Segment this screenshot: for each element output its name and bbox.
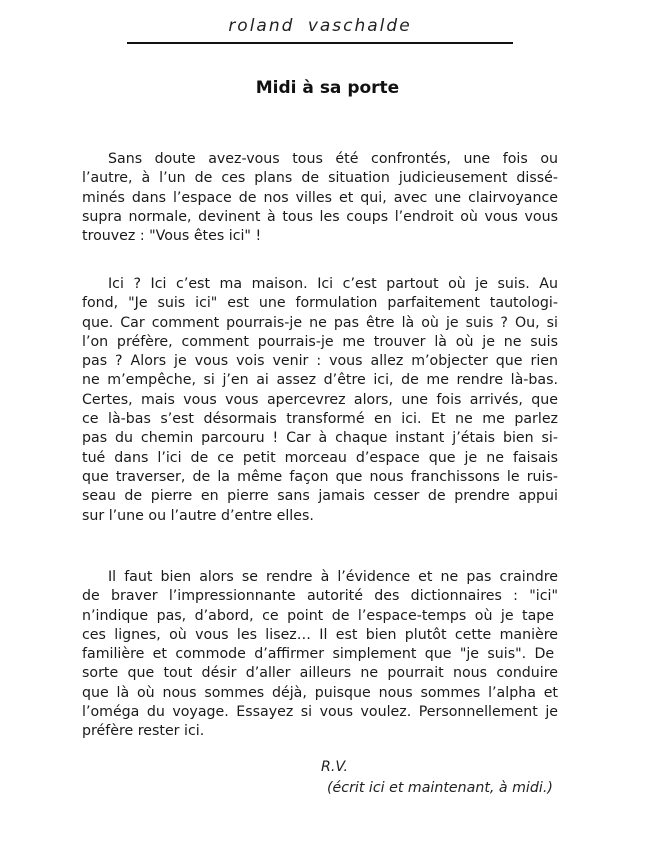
text-line: pas du chemin parcouru ! Car à chaque instant j’étais bien si- <box>82 430 558 447</box>
text-line: de braver l’impressionnante autorité des dictionnaires : "ici" <box>82 588 558 605</box>
header-divider <box>127 42 513 44</box>
text-line: pas ? Alors je vous vois venir : vous allez m’objecter que rien <box>82 353 558 370</box>
text-line: tué dans l’ici de ce petit morceau d’espace que je ne faisais <box>82 449 558 466</box>
text-line: l’on préfère, comment pourrais-je me trouver là où je ne suis <box>82 333 558 350</box>
text-line: fond, "Je suis ici" est une formulation parfaitement tautologi- <box>82 295 558 312</box>
signature-initials: R.V. <box>321 759 348 775</box>
text-line: l’oméga du voyage. Essayez si vous voulez. Personnellement je <box>82 704 558 721</box>
text-line: ne m’empêche, si j’en ai assez d’être ici, de me rendre là-bas. <box>82 372 558 389</box>
text-line: ces lignes, où vous les lisez… Il est bien plutôt cette manière <box>82 626 558 643</box>
paragraph-3 <box>82 568 558 742</box>
text-line: que traverser, de la même façon que nous franchissons le ruis- <box>82 468 558 485</box>
text-line: préfère rester ici. <box>82 723 205 740</box>
text-line: Certes, mais vous vous apercevrez alors, une fois arrivés, que <box>82 391 558 408</box>
text-line: familière et commode d’affirmer simplement que "je suis". De <box>82 646 555 663</box>
paragraph-2 <box>82 275 558 526</box>
text-line: Il faut bien alors se rendre à l’évidence et ne pas craindre <box>108 569 558 585</box>
text-line: n’indique pas, d’abord, ce point de l’espace-temps où je tape <box>82 607 555 624</box>
text-line: que là où nous sommes déjà, puisque nous sommes l’alpha et <box>82 684 558 701</box>
header-author: roland vaschalde <box>228 16 412 36</box>
paragraph-1 <box>82 150 558 246</box>
text-line: l’autre, à l’un de ces plans de situation judicieusement dissé- <box>82 170 558 187</box>
text-line: ce là-bas s’est désormais transformé en ici. Et ne me parlez <box>82 411 558 428</box>
page-title: Midi à sa porte <box>255 78 400 98</box>
text-line: seau de pierre en pierre sans jamais cesser de prendre appui <box>82 488 558 505</box>
text-line: Sans doute avez-vous tous été confrontés, une fois ou <box>108 151 558 167</box>
signature-note: (écrit ici et maintenant, à midi.) <box>327 780 553 796</box>
text-line: sorte que tout désir d’aller ailleurs ne pourrait nous conduire <box>82 665 558 682</box>
text-line: minés dans l’espace de nos villes et qui, avec une clairvoyance <box>82 189 558 206</box>
text-line: que. Car comment pourrais-je ne pas être là où je suis ? Ou, si <box>82 314 558 331</box>
text-line: supra normale, devinent à tous les coups l’endroit où vous vous <box>82 208 558 225</box>
text-line: Ici ? Ici c’est ma maison. Ici c’est partout où je suis. Au <box>108 276 558 292</box>
text-line: trouvez : "Vous êtes ici" ! <box>82 228 262 245</box>
text-line: sur l’une ou l’autre d’entre elles. <box>82 507 314 524</box>
